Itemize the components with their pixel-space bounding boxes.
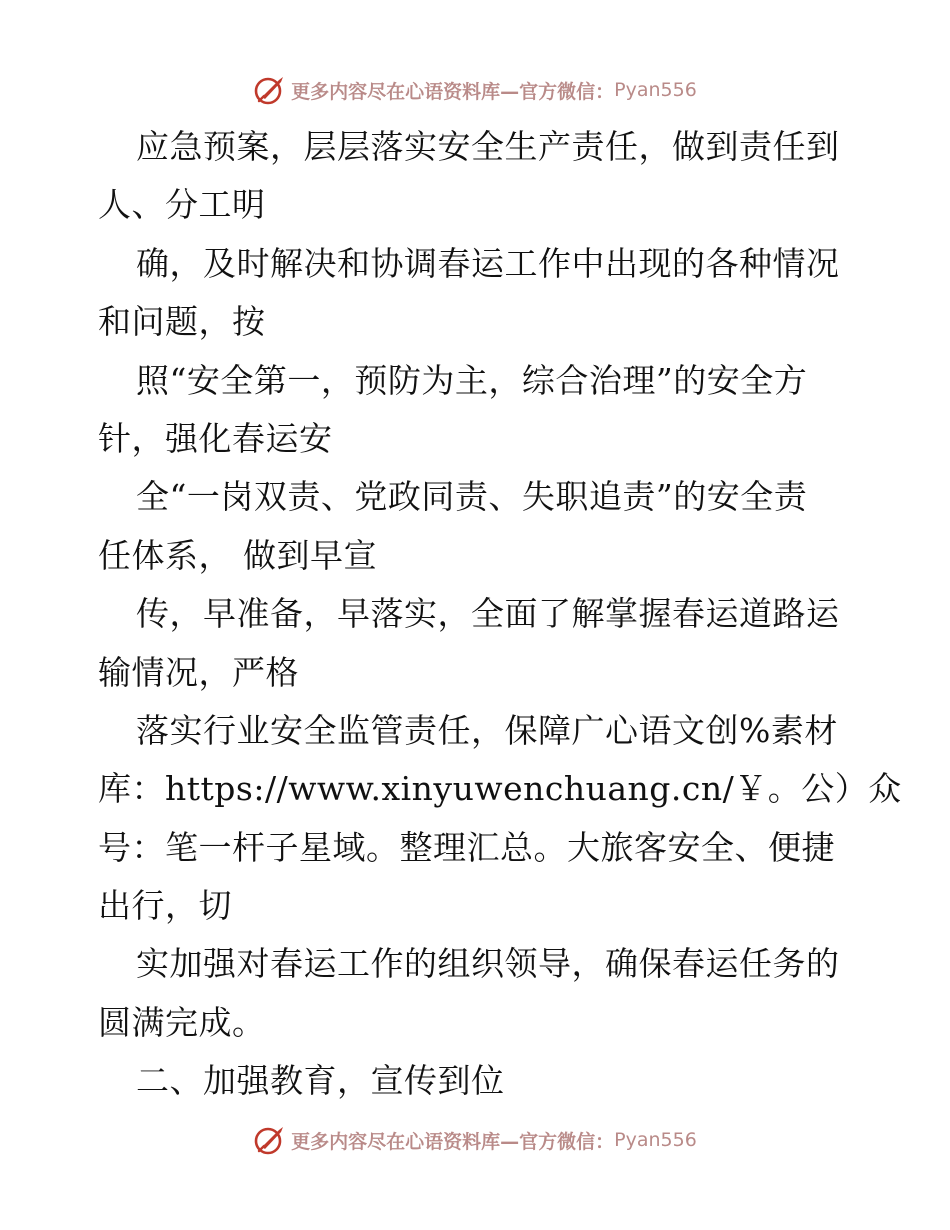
header-banner-contact: Pyan556 bbox=[614, 79, 697, 101]
body-line-3: 确，及时解决和协调春运工作中出现的各种情况 bbox=[136, 243, 840, 283]
header-banner bbox=[0, 70, 950, 110]
footer-banner-text: 更多内容尽在心语资料库—官方微信： bbox=[291, 1130, 615, 1153]
body-line-7: 全“一岗双责、党政同责、失职追责”的安全责 bbox=[136, 477, 808, 517]
body-line-1: 应急预案，层层落实安全生产责任，做到责任到 bbox=[136, 127, 840, 166]
body-line-15: 实加强对春运工作的组织领导，确保春运任务的 bbox=[136, 944, 840, 984]
body-line-11: 落实行业安全监管责任，保障广心语文创%素材 bbox=[136, 710, 838, 750]
document-body bbox=[98, 118, 902, 1111]
body-line-4: 和问题，按 bbox=[98, 302, 266, 342]
body-line-16: 圆满完成。 bbox=[98, 1002, 266, 1042]
body-line-14: 出行，切 bbox=[98, 886, 232, 926]
body-line-8: 任体系， 做到早宣 bbox=[98, 535, 377, 575]
body-line-5: 照“安全第一，预防为主，综合治理”的安全方 bbox=[136, 360, 808, 400]
quill-logo-icon bbox=[253, 73, 287, 107]
body-line-13: 号：笔一杆子星域。整理汇总。大旅客安全、便捷 bbox=[98, 827, 835, 867]
header-banner-text: 更多内容尽在心语资料库—官方微信： bbox=[291, 80, 615, 103]
body-line-12: 库：https://www.xinyuwenchuang.cn/￥。公）众 bbox=[98, 769, 902, 809]
body-line-6: 针，强化春运安 bbox=[98, 418, 333, 458]
footer-banner bbox=[0, 1120, 950, 1160]
body-line-10: 输情况，严格 bbox=[98, 652, 299, 692]
body-line-9: 传，早准备，早落实，全面了解掌握春运道路运 bbox=[136, 594, 840, 634]
body-line-2: 人、分工明 bbox=[98, 185, 266, 225]
section-heading: 二、加强教育，宣传到位 bbox=[136, 1061, 505, 1101]
footer-banner-contact: Pyan556 bbox=[614, 1129, 697, 1151]
quill-logo-icon bbox=[253, 1123, 287, 1157]
